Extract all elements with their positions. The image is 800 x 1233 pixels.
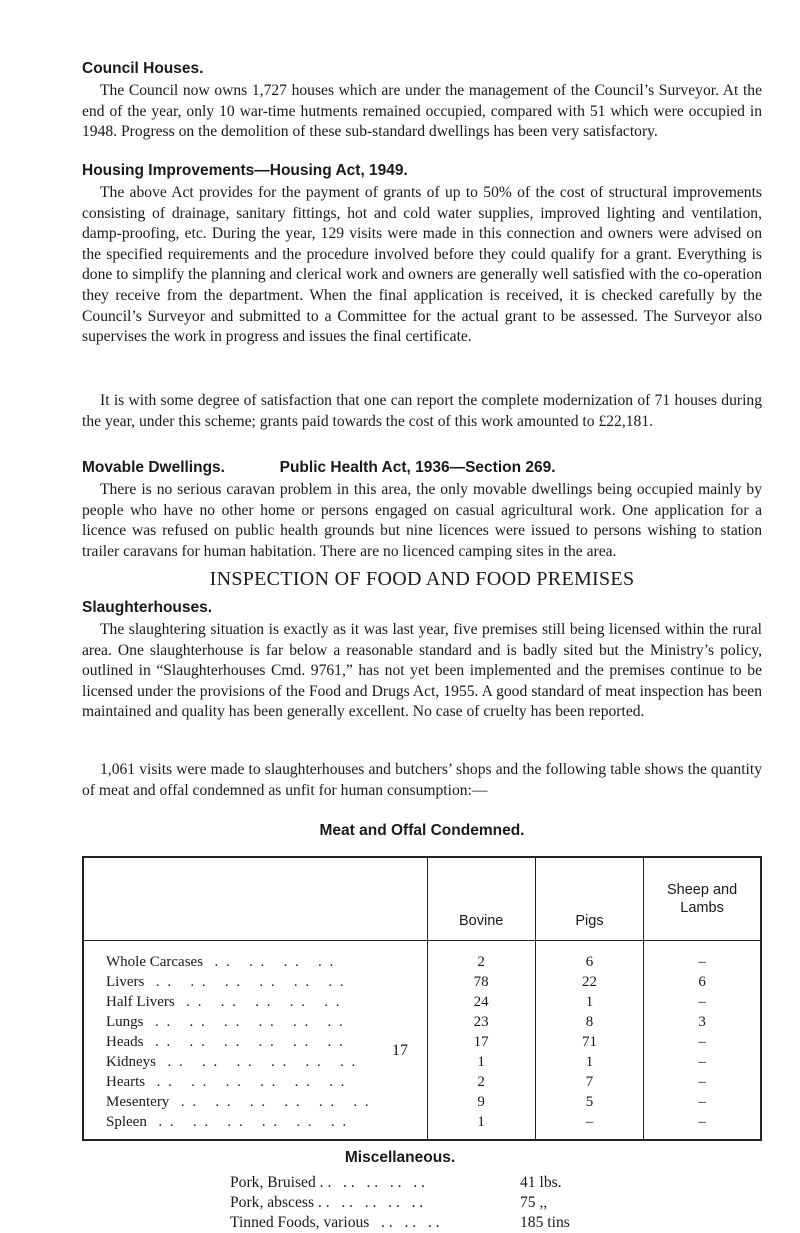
header-bovine: Bovine [427,857,535,941]
housing-improvements-text-2: It is with some degree of satisfaction that one can report the complete modernization of 71 houses during the year, under this scheme; grants paid towards the cost of this work amounted to £22,181. [82,392,762,430]
row-sheep-value: 3 [698,1014,706,1031]
meat-offal-table [82,856,762,1141]
row-item-label [83,993,427,1013]
leader-dots: . . . . . . . . . . . . [143,1014,345,1031]
row-item-text: Kidneys [106,1054,156,1071]
misc-row: Tinned Foods, various . . . . . . 185 tins [230,1214,570,1231]
row-item-text: Livers [106,974,145,991]
slaughterhouses-text-1: The slaughtering situation is exactly as it was last year, five premises still being licensed within the rural area. One slaughterhouse is far below a reasonable standard and is badly sited but the Ministry’s policy, outlined in “Slaughterhouses Cmd. 9761,” has not yet been implemented and the premises continue to be licensed under the provisions of the Food and Drugs Act, 1955. A good standard of meat inspection has been maintained and quality has been generally excellent. No case of cruelty has been reported. [82,621,762,721]
row-sheep-value: – [698,1054,706,1071]
row-bovine-value: 78 [427,973,535,993]
row-sheep-value: – [698,1034,706,1051]
miscellaneous-heading: Miscellaneous. [344,1149,456,1166]
leader-dots: . . . . . . . . . . . . [145,1074,347,1091]
row-item-text: Hearts [106,1074,146,1091]
movable-dwellings-heading [82,459,556,477]
housing-improvements-text-1: The above Act provides for the payment of grants of up to 50% of the cost of structural improvements consisting of drainage, sanitary fittings, hot and cold water supplies, improved lighting and ventilation, damp-proofing, etc. During the year, 129 visits were made in this connection and owners were advised on the specified requirements and the procedure involved before they could qualify for a grant. Everything is done to simplify the planning and clerical work and owners are generally well satisfied with the co-operation they receive from the department. When the final application is received, it is checked carefully by the Council’s Surveyor and submitted to a Committee for the actual grant to be assessed. The Surveyor also supervises the work in progress and issues the final certificate. [82,184,762,346]
row-bovine-value: 1 [427,1053,535,1073]
movable-dwellings-subtitle: Public Health Act, 1936—Section 269. [279,459,556,476]
row-bovine-value: 17 [427,1033,535,1053]
leader-dots: . . . . . . . . . . . . [156,1054,358,1071]
row-sheep-value: – [698,954,706,971]
row-pigs-value: 6 [535,941,643,974]
row-item-text: Mesentery [106,1094,170,1111]
row-pigs-value: 71 [535,1033,643,1053]
misc-value: 185 tins [520,1214,570,1231]
row-item-text: Half Livers [106,994,175,1011]
row-item-label [83,1013,427,1033]
table-row [83,1013,761,1033]
table-row [83,1093,761,1113]
table-row [83,1113,761,1140]
leader-dots: . . . . . . . . [203,954,336,971]
header-pigs: Pigs [535,857,643,941]
row-bovine-value: 24 [427,993,535,1013]
table-row [83,973,761,993]
header-sheep-lambs: Sheep and Lambs [644,857,761,941]
table-row [83,1073,761,1093]
inspection-main-title: INSPECTION OF FOOD AND FOOD PREMISES [209,568,635,590]
row-item-text: Spleen [106,1114,147,1131]
movable-dwellings-text: There is no serious caravan problem in this area, the only movable dwellings being occupied mainly by people who have no other home or persons engaged on casual agricultural work. One application for a licence was refused on public health grounds but nine licences were issued to persons wishing to station trailer caravans for human habitation. There are no licenced camping sites in the area. [82,481,762,560]
row-sheep-value: 6 [698,974,706,991]
row-pigs-value: 1 [535,1053,643,1073]
header-item [83,857,427,941]
leader-dots: . . . . . . . . . . . . [169,1094,371,1111]
misc-value: 75 ,, [520,1194,548,1211]
row-bovine-value: 23 [427,1013,535,1033]
row-pigs-value: 22 [535,973,643,993]
row-item-label [83,1093,427,1113]
row-item-text: Heads [106,1034,144,1051]
row-sheep-value: – [698,1074,706,1091]
row-pigs-value: 5 [535,1093,643,1113]
leader-dots: . . . . . . . . . . [174,994,342,1011]
row-item-label [83,1073,427,1093]
row-bovine-value: 9 [427,1093,535,1113]
misc-row: Pork, abscess . . . . . . . . . . 75 ,, [230,1194,548,1211]
row-sheep-value: – [698,1094,706,1111]
council-houses-heading: Council Houses. [82,60,204,77]
row-sheep-value: – [698,1114,706,1131]
table-row [83,941,761,974]
row-bovine-value: 2 [427,941,535,974]
misc-value: 41 lbs. [520,1174,562,1191]
miscellaneous-list [230,1173,570,1233]
row-pigs-value: 8 [535,1013,643,1033]
meat-table-title: Meat and Offal Condemned. [319,822,525,839]
misc-row: Pork, Bruised . . . . . . . . . . 41 lbs. [230,1174,562,1191]
row-pigs-value: 1 [535,993,643,1013]
row-pigs-value: 7 [535,1073,643,1093]
leader-dots: . . . . . . . . . . . . [144,974,346,991]
table-row [83,993,761,1013]
page-number: 17 [392,1042,408,1059]
row-item-text: Lungs [106,1014,144,1031]
misc-item: Pork, Bruised [230,1174,316,1191]
table-header-row [83,857,761,941]
row-bovine-value: 1 [427,1113,535,1140]
row-pigs-value: – [535,1113,643,1140]
row-sheep-value: – [698,994,706,1011]
misc-item: Pork, abscess [230,1194,315,1211]
row-item-label [83,973,427,993]
leader-dots: . . . . . . . . . . . . [146,1114,349,1131]
slaughterhouses-text-2: 1,061 visits were made to slaughterhouses and butchers’ shops and the following table shows the quantity of meat and offal condemned as unfit for human consumption:— [82,761,762,799]
leader-dots: . . . . . . . . . . . . [143,1034,345,1051]
row-item-label [83,941,427,974]
row-bovine-value: 2 [427,1073,535,1093]
slaughterhouses-heading: Slaughterhouses. [82,599,213,616]
movable-dwellings-title: Movable Dwellings. [82,459,225,476]
misc-item: Tinned Foods, various [230,1214,370,1231]
council-houses-text: The Council now owns 1,727 houses which are under the management of the Council’s Surveyor. At the end of the year, only 10 war-time hutments remained occupied, compared with 51 which were occupied in 1948. Progress on the demolition of these sub-standard dwellings has been very satisfactory. [82,82,762,141]
row-item-text: Whole Carcases [106,954,204,971]
housing-improvements-heading: Housing Improvements—Housing Act, 1949. [82,162,408,179]
row-item-label [83,1113,427,1140]
